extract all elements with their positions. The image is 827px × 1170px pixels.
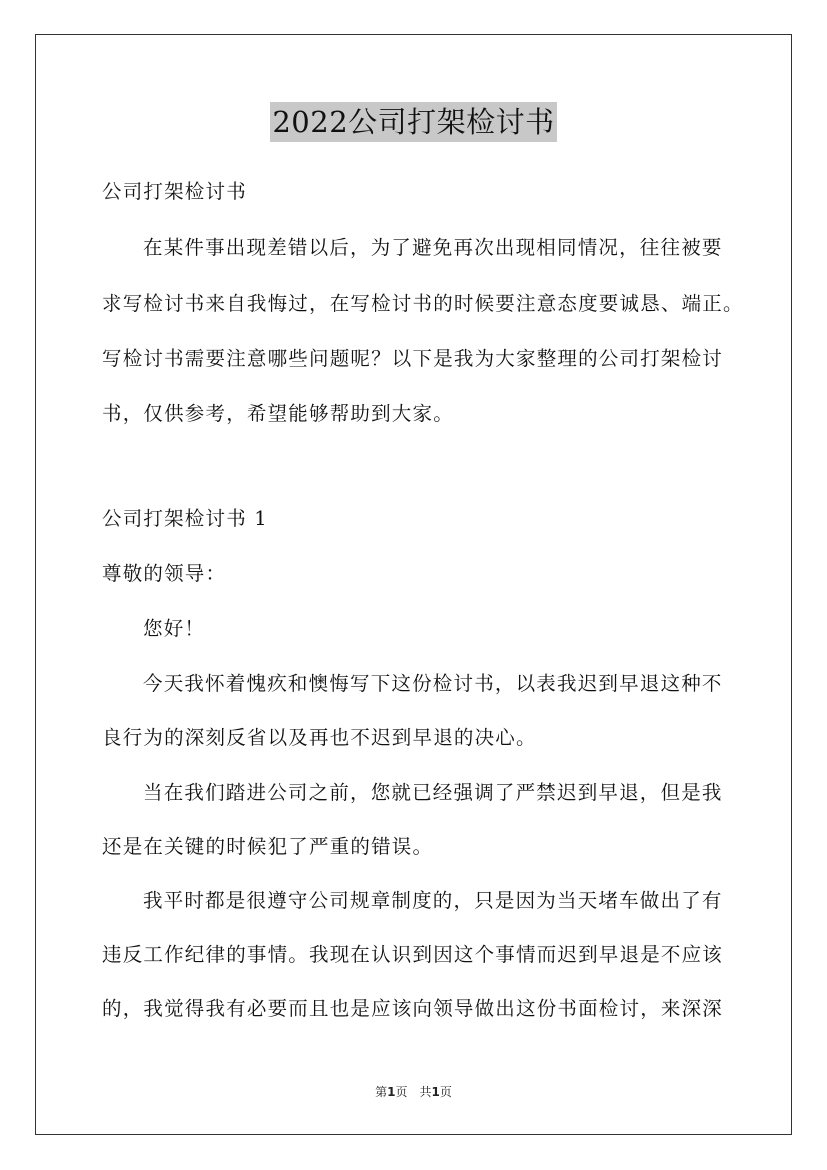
subtitle-line: 公司打架检讨书 [102, 180, 247, 203]
salutation: 尊敬的领导： [102, 562, 227, 585]
page-suffix: 页 [395, 1085, 408, 1099]
page-footer [0, 1084, 827, 1100]
total-page-number: 1 [431, 1085, 440, 1099]
total-suffix: 页 [439, 1085, 452, 1099]
paragraph-line: 的，我觉得我有必要而且也是应该向领导做出这份书面检讨，来深深 [102, 997, 724, 1020]
paragraph-line: 书，仅供参考，希望能够帮助到大家。 [102, 402, 454, 425]
paragraph-line: 当在我们踏进公司之前，您就已经强调了严禁迟到早退，但是我 [143, 781, 723, 804]
paragraph-line: 良行为的深刻反省以及再也不迟到早退的决心。 [102, 726, 537, 749]
current-page-number: 1 [387, 1085, 396, 1099]
paragraph-line: 违反工作纪律的事情。我现在认识到因这个事情而迟到早退是不应该 [102, 943, 724, 966]
title-container [0, 102, 827, 142]
section-heading: 公司打架检讨书 1 [102, 507, 268, 530]
paragraph-line: 今天我怀着愧疚和懊悔写下这份检讨书，以表我迟到早退这种不 [143, 672, 723, 695]
paragraph-line: 还是在关键的时候犯了严重的错误。 [102, 835, 434, 858]
paragraph-line: 在某件事出现差错以后，为了避免再次出现相同情况，往往被要 [143, 236, 723, 259]
document-title: 2022公司打架检讨书 [270, 102, 556, 142]
greeting: 您好！ [143, 617, 206, 640]
paragraph-line: 求写检讨书来自我悔过，在写检讨书的时候要注意态度要诚恳、端正。 [102, 292, 744, 315]
page-prefix: 第 [375, 1085, 388, 1099]
total-prefix: 共 [419, 1085, 432, 1099]
paragraph-line: 我平时都是很遵守公司规章制度的，只是因为当天堵车做出了有 [143, 889, 723, 912]
paragraph-line: 写检讨书需要注意哪些问题呢？以下是我为大家整理的公司打架检讨 [102, 347, 724, 370]
